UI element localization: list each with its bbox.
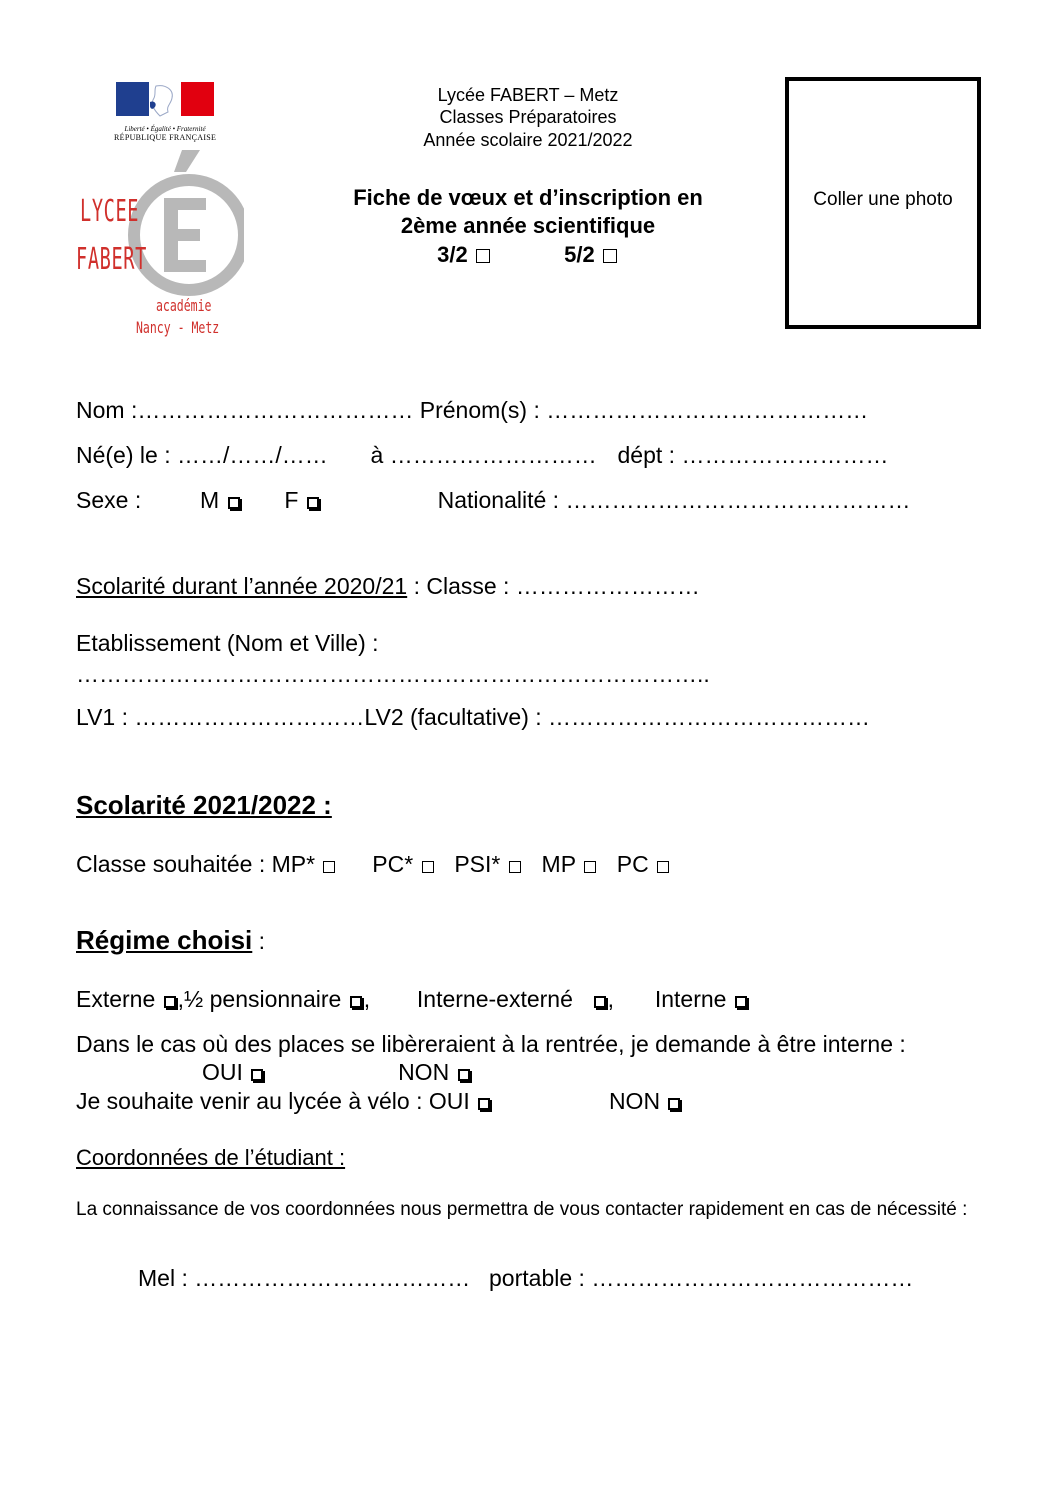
interne-oui-label: OUI	[202, 1059, 243, 1085]
marianne-flag-icon	[114, 82, 216, 118]
demi-pension-label: ,½ pensionnaire	[177, 986, 342, 1012]
option-pc-star-label: PC*	[372, 851, 414, 877]
academie-city: Nancy - Metz	[136, 318, 220, 337]
classes-prepa: Classes Préparatoires	[439, 107, 617, 127]
photo-label: Coller une photo	[813, 189, 953, 210]
lieu-field[interactable]: ………………………	[389, 442, 597, 468]
regime-colon: :	[258, 928, 266, 954]
nom-label: Nom :	[76, 397, 138, 423]
velo-non-checkbox[interactable]	[668, 1098, 680, 1110]
option-5-2-label: 5/2	[564, 242, 595, 267]
scolarite-prev-heading: Scolarité durant l’année 2020/21	[76, 573, 408, 599]
interne-label: Interne	[654, 986, 727, 1012]
interne-checkbox[interactable]	[735, 996, 747, 1008]
school-year: Année scolaire 2021/2022	[423, 130, 633, 150]
prenom-label: Prénom(s) :	[419, 397, 540, 423]
option-mp-label: MP	[541, 851, 576, 877]
year-options	[298, 242, 758, 268]
regime-options-line: Externe ,½ pensionnaire , Interne-externé , Interne	[76, 986, 749, 1013]
republique-name: RÉPUBLIQUE FRANÇAISE	[114, 133, 217, 142]
option-psi-star-checkbox[interactable]	[509, 861, 521, 873]
classe-prev-label: : Classe :	[413, 573, 510, 599]
regime-heading-line	[76, 925, 265, 956]
portable-field[interactable]: ……………………………………	[591, 1265, 914, 1291]
cas-places-text: Dans le cas où des places se libèreraient à la rentrée, je demande à être interne :	[76, 1031, 906, 1057]
mel-label: Mel :	[138, 1265, 188, 1291]
option-pc-label: PC	[616, 851, 649, 877]
form-title-line2: 2ème année scientifique	[400, 213, 656, 238]
etablissement-field[interactable]: ………………………………………………………………………..	[76, 661, 710, 687]
langues-line	[76, 704, 870, 731]
externe-label: Externe	[76, 986, 156, 1012]
option-3-2-checkbox[interactable]	[476, 249, 490, 263]
externe-checkbox[interactable]	[164, 996, 176, 1008]
sexe-line	[76, 487, 910, 514]
mel-field[interactable]: ………………………………	[194, 1265, 471, 1291]
option-3-2-label: 3/2	[437, 242, 468, 267]
interne-non-label: NON	[398, 1059, 450, 1085]
option-mp-star-checkbox[interactable]	[323, 861, 335, 873]
school-name: Lycée FABERT – Metz	[437, 85, 619, 105]
sexe-label: Sexe :	[76, 487, 142, 513]
interne-non-checkbox[interactable]	[458, 1069, 470, 1081]
republique-motto: Liberté • Égalité • Fraternité	[124, 125, 206, 133]
academie-label: académie	[156, 296, 212, 315]
scolarite-prev-line	[76, 573, 700, 600]
lycee-logo	[74, 150, 244, 340]
lv1-field[interactable]: …………………………	[134, 704, 365, 730]
dept-field[interactable]: ………………………	[681, 442, 889, 468]
sexe-m-label: M	[200, 487, 220, 513]
dept-label: dépt :	[617, 442, 676, 468]
lv2-field[interactable]: ……………………………………	[548, 704, 871, 730]
ne-label: Né(e) le :	[76, 442, 171, 468]
lieu-label: à	[370, 442, 384, 468]
velo-text: Je souhaite venir au lycée à vélo : OUI	[76, 1088, 470, 1114]
option-mp-checkbox[interactable]	[584, 861, 596, 873]
option-mp-star-label: MP*	[271, 851, 316, 877]
portable-label: portable :	[489, 1265, 585, 1291]
coordonnees-heading: Coordonnées de l’étudiant :	[76, 1145, 346, 1170]
nom-field[interactable]: ………………………………	[137, 397, 414, 423]
demi-pension-checkbox[interactable]	[350, 996, 362, 1008]
republique-logo	[114, 82, 216, 144]
option-pc-checkbox[interactable]	[657, 861, 669, 873]
etablissement-label: Etablissement (Nom et Ville) :	[76, 630, 379, 656]
contact-line	[138, 1265, 913, 1292]
classe-souhaitee-line	[76, 851, 671, 878]
nationalite-field[interactable]: ………………………………………	[565, 487, 911, 513]
naissance-line	[76, 442, 888, 469]
option-psi-star-label: PSI*	[454, 851, 501, 877]
form-title-line1: Fiche de vœux et d’inscription en	[353, 185, 703, 210]
option-pc-star-checkbox[interactable]	[422, 861, 434, 873]
classe-prev-field[interactable]: ……………………	[515, 573, 700, 599]
classe-souhaitee-label: Classe souhaitée :	[76, 851, 266, 877]
velo-line	[76, 1088, 682, 1115]
lycee-word1: LYCEE	[80, 194, 140, 229]
lv1-label: LV1 :	[76, 704, 128, 730]
date-naissance-field[interactable]: ……/……/……	[176, 442, 328, 468]
interne-oui-checkbox[interactable]	[251, 1069, 263, 1081]
prenom-field[interactable]: ……………………………………	[546, 397, 869, 423]
velo-oui-checkbox[interactable]	[478, 1098, 490, 1110]
coordonnees-note: La connaissance de vos coordonnées nous permettra de vous contacter rapidement en cas de nécessité :	[76, 1199, 968, 1220]
interne-demande-line	[202, 1059, 472, 1086]
lv2-label: LV2 (facultative) :	[364, 704, 542, 730]
nom-line	[76, 397, 868, 424]
nationalite-label: Nationalité :	[437, 487, 560, 513]
regime-heading: Régime choisi	[76, 925, 253, 955]
photo-box[interactable]	[785, 77, 981, 329]
interne-externe-label: Interne-externé	[416, 986, 573, 1012]
sexe-f-label: F	[284, 487, 299, 513]
sexe-f-checkbox[interactable]	[307, 497, 319, 509]
sexe-m-checkbox[interactable]	[228, 497, 240, 509]
velo-non-label: NON	[608, 1088, 661, 1114]
scolarite-next-heading: Scolarité 2021/2022 :	[76, 790, 332, 820]
lycee-word2: FABERT	[76, 242, 147, 277]
interne-externe-checkbox[interactable]	[594, 996, 606, 1008]
option-5-2-checkbox[interactable]	[603, 249, 617, 263]
